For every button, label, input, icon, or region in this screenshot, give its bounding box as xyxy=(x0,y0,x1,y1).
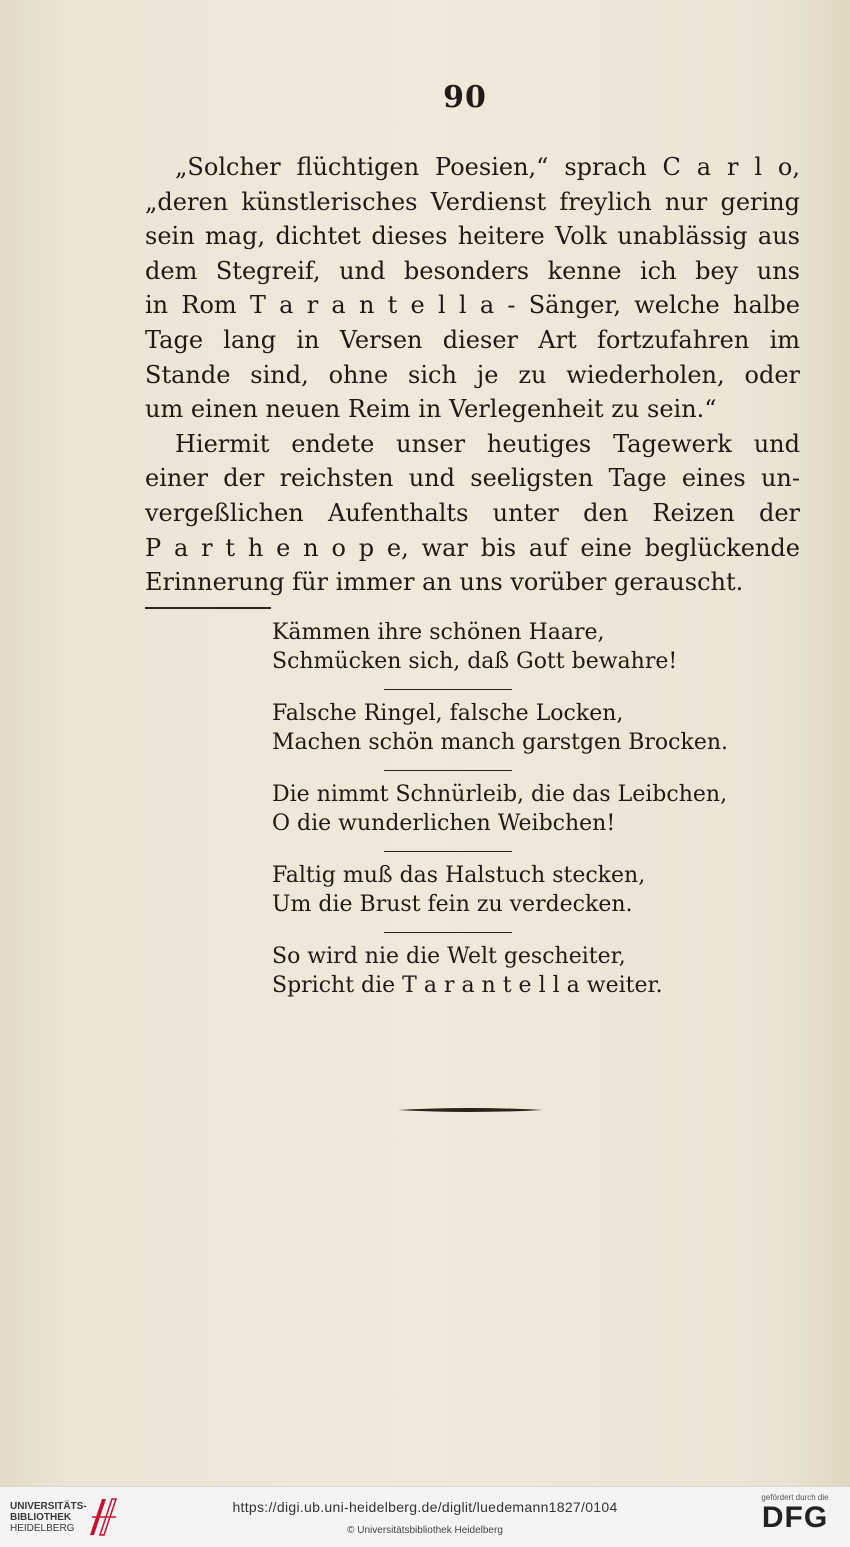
prose-line: P a r t h e n o p e, war bis auf eine beglückende xyxy=(145,533,800,562)
stanza-divider xyxy=(384,932,512,933)
poem-line: Die nimmt Schnürleib, die das Leibchen, xyxy=(272,782,728,807)
prose-line: „Solcher flüchtigen Poesien,“ sprach C a r l o, xyxy=(175,153,800,181)
poem-line: Um die Brust fein zu verdecken. xyxy=(272,892,633,917)
stanza-divider xyxy=(384,689,512,690)
poem-stanza xyxy=(272,942,792,1000)
prose-line: dem Stegreif, und besonders kenne ich bey uns xyxy=(145,256,800,285)
poem-stanza xyxy=(272,780,792,838)
copyright-notice: © Universitätsbibliothek Heidelberg xyxy=(347,1525,503,1536)
poem-line: Kämmen ihre schönen Haare, xyxy=(272,620,605,645)
prose-block xyxy=(145,150,800,600)
permalink-url[interactable]: https://digi.ub.uni-heidelberg.de/diglit/luedemann1827/0104 xyxy=(232,1499,618,1515)
poem-stanza xyxy=(272,699,792,757)
stanza-divider xyxy=(384,851,512,852)
prose-line: um einen neuen Reim in Verlegenheit zu sein.“ xyxy=(145,395,717,424)
prose-line: in Rom T a r a n t e l l a - Sänger, welche halbe xyxy=(145,291,800,320)
poem-line: O die wunderlichen Weibchen! xyxy=(272,811,616,836)
poem-stanza xyxy=(272,861,792,919)
section-divider xyxy=(145,607,271,609)
page-number: 90 xyxy=(443,80,487,115)
poem-line: Spricht die T a r a n t e l l a weiter. xyxy=(272,973,663,998)
logo-line: HEIDELBERG xyxy=(10,1523,75,1534)
logo-line: UNIVERSITÄTS- xyxy=(10,1501,87,1512)
poem-line: Machen schön manch garstgen Brocken. xyxy=(272,730,729,755)
prose-line: vergeßlichen Aufenthalts unter den Reizen der xyxy=(145,498,800,527)
viewer-footer xyxy=(0,1486,850,1547)
poem-block xyxy=(272,618,792,1022)
prose-line: sein mag, dichtet dieses heitere Volk unablässig aus xyxy=(145,222,800,251)
poem-line: Faltig muß das Halstuch stecken, xyxy=(272,863,646,888)
poem-line: Schmücken sich, daß Gott bewahre! xyxy=(272,649,678,674)
poem-line: Falsche Ringel, falsche Locken, xyxy=(272,701,624,726)
prose-line: einer der reichsten und seeligsten Tage eines un- xyxy=(145,464,800,493)
prose-line: Stande sind, ohne sich je zu wiederholen, oder xyxy=(145,360,800,389)
poem-line: So wird nie die Welt gescheiter, xyxy=(272,944,626,969)
poem-stanza xyxy=(272,618,792,676)
logo-line: BIBLIOTHEK xyxy=(10,1512,72,1523)
prose-line: Hiermit endete unser heutiges Tagewerk und xyxy=(175,429,800,458)
stanza-divider xyxy=(384,770,512,771)
end-ornament xyxy=(398,1107,543,1113)
funding-label: gefördert durch die xyxy=(761,1493,829,1502)
prose-line: Tage lang in Versen dieser Art fortzufahren im xyxy=(145,325,800,354)
prose-line: „deren künstlerisches Verdienst freylich nur gering xyxy=(145,187,800,216)
dfg-wordmark: DFG xyxy=(761,1501,829,1534)
prose-line: Erinnerung für immer an uns vorüber gerauscht. xyxy=(145,568,744,597)
dfg-logo[interactable] xyxy=(754,1493,836,1534)
